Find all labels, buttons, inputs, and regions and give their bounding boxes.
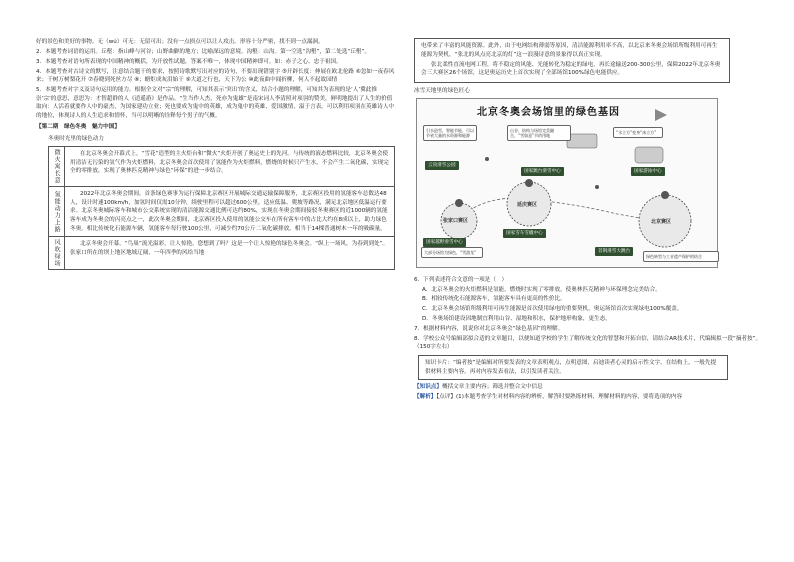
venue-tag: 国家越野滑雪中心	[423, 238, 466, 247]
infographic	[416, 98, 718, 268]
venue-tag: 国家跳台滑雪中心	[521, 167, 564, 176]
note-box: 引水造雪，智能节能，可以节省大量的水资源和能源	[423, 125, 477, 142]
row-text: 2022年北京冬奥会期间，首条绿色赛事为运行保障北京赛区开展城际交通运输保障服务，北京赛区投用的氢能客车总数达48人，设计时速100km/h，加氢时间仅需10分钟，续驶里程可以超过600公里，适应低温、爬坡等路况，满足北京地区低温运行要求。北京冬奥城际客车和城市公交系统实现的清洁能源交通比例可达约80%，实现在冬奥会期间接驳冬奥赛区的近1000辆的氢能客车成为冬奥会的闪亮点之一，此次冬奥会期间，北京赛区投入使用的氢能公交车在所有客车中的占比大约在8成以上，助力绿色冬奥。相比传统化石能源车辆，氢能客车每行驶100公里，可减少约70公斤二氧化碳排放，相当于14棵普通树木一年的吸碳量。	[65, 187, 394, 237]
analysis-label: 【解析】	[414, 394, 437, 401]
venue-tag: 国家游泳中心	[631, 167, 665, 176]
note-box: 大部分场馆为绿色，“雪游龙”	[421, 247, 483, 258]
intro-line-5: 5．本题考查对字义及诗句运用的能力。根据全文对“宗”的理解，可知其表示‘突出’的含义，结合小题的理解，可知其为表现的是‘人’冀此推崇‘宗’的意思，意思为：才智超群的人《逍遥游》是作品。“生当作人杰，死亦为鬼雄”是南宋词人李清照对项羽的赞美，鲜明地提出了人生的价值取向：人活着就要作人中的豪杰，为国家建功立业；死也要成为鬼中的英雄，成为鬼中的英雄，爱国激情，溢于言表。可以利用项羽在英雄诗人中的地位，体现诗人的人生追求和情怀，当可以明晰的诠释每个男子的气概。	[36, 87, 395, 119]
question-7: 7．根据材料内容，说说你对北京冬奥会“绿色基因”的理解。	[414, 325, 564, 332]
knowledge-card: 知识卡片：“编者按”是编辑对所要发表的文章表明观点，点明意图，启迪读者心灵的启示性文字，在结构上，一般先提供材料主要内容，再对内容发表看法，以引发读者关注。	[418, 355, 728, 380]
row-label: 氢能动力上路	[49, 187, 65, 237]
infographic-title: 北京冬奥会场馆里的绿色基因	[477, 106, 620, 118]
material-box	[414, 38, 730, 83]
question-8: 8．学校公众号编辑部拟合适的文章题目，以便知道学校的学生了解传统文化的智慧和开拓自信，请结合AR技术片，代编辑拟一段“摘者按”。（150字左右）	[414, 335, 762, 351]
questions	[414, 276, 762, 402]
option-b: B．相较传统化石能源客车，氢能客车具有更高的性价比。	[422, 296, 566, 303]
knowledge-point	[414, 383, 762, 392]
venue-sketch	[635, 147, 663, 163]
right-column	[412, 38, 762, 403]
snowflake-icon	[485, 157, 489, 161]
box-text-2: 张北柔性直流电网工程，将不稳定的风能、光能转化为稳定的绿电，再长途输送200-300公里，保障2022年北京冬奥会三大赛区26个场馆，这是奥运历史上首次实现了全部场馆100%绿色电能供应。	[421, 61, 721, 77]
material-table	[48, 146, 395, 270]
venue-tag: 云顶滑雪公园	[425, 161, 459, 170]
question-6: 6．下列表述符合文意的一项是（ ）	[414, 276, 508, 283]
intro-line-3: 3．本题考查对语句所表现的中国精神的概括，为开放性试题，答案不唯一，体现中国精神即可。如：赤子之心、忠于祖国。	[36, 58, 342, 65]
box-text: 电带来了丰富的风能资源。此外，由于电网结构薄弱等原因，清洁能源利用率不高，以北京来冬奥会场馆所级利用可再生能源为契机，“张北的风点亮北京的灯”这一浪漫诗意的景象得以真正实现。	[421, 43, 718, 58]
zone-label: 延庆赛区	[517, 201, 538, 208]
skier-icon	[655, 109, 667, 121]
zone-label: 北京赛区	[651, 218, 672, 225]
zone-label: 张家口赛区	[443, 217, 469, 224]
intro-line-2: 2．本题考查词语的运用。丘壑：指山峰与河谷；山野曲僻的地方；比喻深远的意境。沟壑：山沟。第一空选“沟壑”，第二处选“丘壑”。	[36, 48, 370, 55]
intro-line-4: 4．本题考查对古诗文的默写，注意结合题干的要求，按照诗歌默写出对应的诗句，不要出现错别字 ⑤开辟长度：伸展在欧北伦路 ⑥忽如一夜春风来；千树万树梨花开 ⑦春晓到死丝方尽 ⑧；蜡炬成灰泪始干 ⑨大道之行也，天下为公 ⑩此夜曲中闻折柳，何人不起故园情	[36, 68, 395, 84]
figure-title: 冰雪天地里的绿色匠心	[414, 88, 470, 94]
note-box: 绿色转型与工业遗产保护的结合	[643, 251, 719, 262]
venue-tag: 首钢滑雪大跳台	[595, 247, 633, 256]
left-column	[36, 38, 396, 270]
section-title: 【第二期 绿色冬奥 魅力中国】	[36, 123, 120, 130]
option-a: A．北京冬奥会的火炬燃料是氢能，燃烧时实现了零排放，使奥林匹克精神与环保理念完美结合。	[422, 286, 661, 293]
option-c: C．北京冬奥会场馆所级利用可再生能源是首次使用绿电的重要契机，奥运场馆首次实现绿电100%覆盖。	[422, 306, 683, 313]
venue-tag: 国家雪车雪橇中心	[503, 229, 546, 238]
sub-title: 冬奥时光里的绿色动力	[48, 136, 104, 143]
note-box: “水立方”变身“冰立方”	[613, 127, 663, 138]
row-label: 微火寓长意	[49, 147, 65, 187]
row-label: 风吹绿场	[49, 237, 65, 269]
intro-line-1: 好的景色和美好的事物。无（wú）可无：无留可出；没有一点损点可以让人攻击。形容十分严密，找不到一点漏洞。	[36, 39, 324, 45]
snowflake-icon	[595, 185, 599, 189]
row-text: 在北京冬奥会开幕式上，“雪花”造型的主火炬台和“微火”火炬开创了奥运史上的先河。与传统的液态燃料比较，北京冬奥会使用清洁无污染的氢气作为火炬燃料，北京冬奥会首次使用了氢能作为火炬燃料，燃烧的时候只产生水，不会产生二氧化碳，实现完全的零排放，实现了奥林匹克精神与绿色“环保”的进一步结合。	[65, 147, 394, 187]
knowledge-point-label: 【知识点】	[414, 384, 442, 391]
note-box: 山谷、结构与场馆完美融合，“雪如意”节约用地	[507, 125, 571, 142]
knowledge-point-text: 概括文章主要内容；筛选并整合文中信息	[441, 384, 543, 391]
option-d: D．冬奥场馆建设因地制宜利用山谷、湿地和积水，保护地形构象，更生态。	[422, 316, 611, 323]
row-text: 北京冬奥会开幕，“鸟巢”流光溢彩，让人惊艳。您想到了吗？这是一个让人惊艳的绿色冬奥会。“纵上一场风，为春到到处”。张家口所在的坝上地区地域辽阔，一年四季的风给当地	[70, 241, 389, 256]
venue-sketch	[567, 134, 597, 148]
analysis	[414, 393, 762, 402]
analysis-text: 【点评】(1)本题考查学生对材料内容的辨析，解答时要熟练材料，理解材料的内容，要将选项的内容	[436, 394, 683, 401]
route-line	[457, 198, 667, 224]
